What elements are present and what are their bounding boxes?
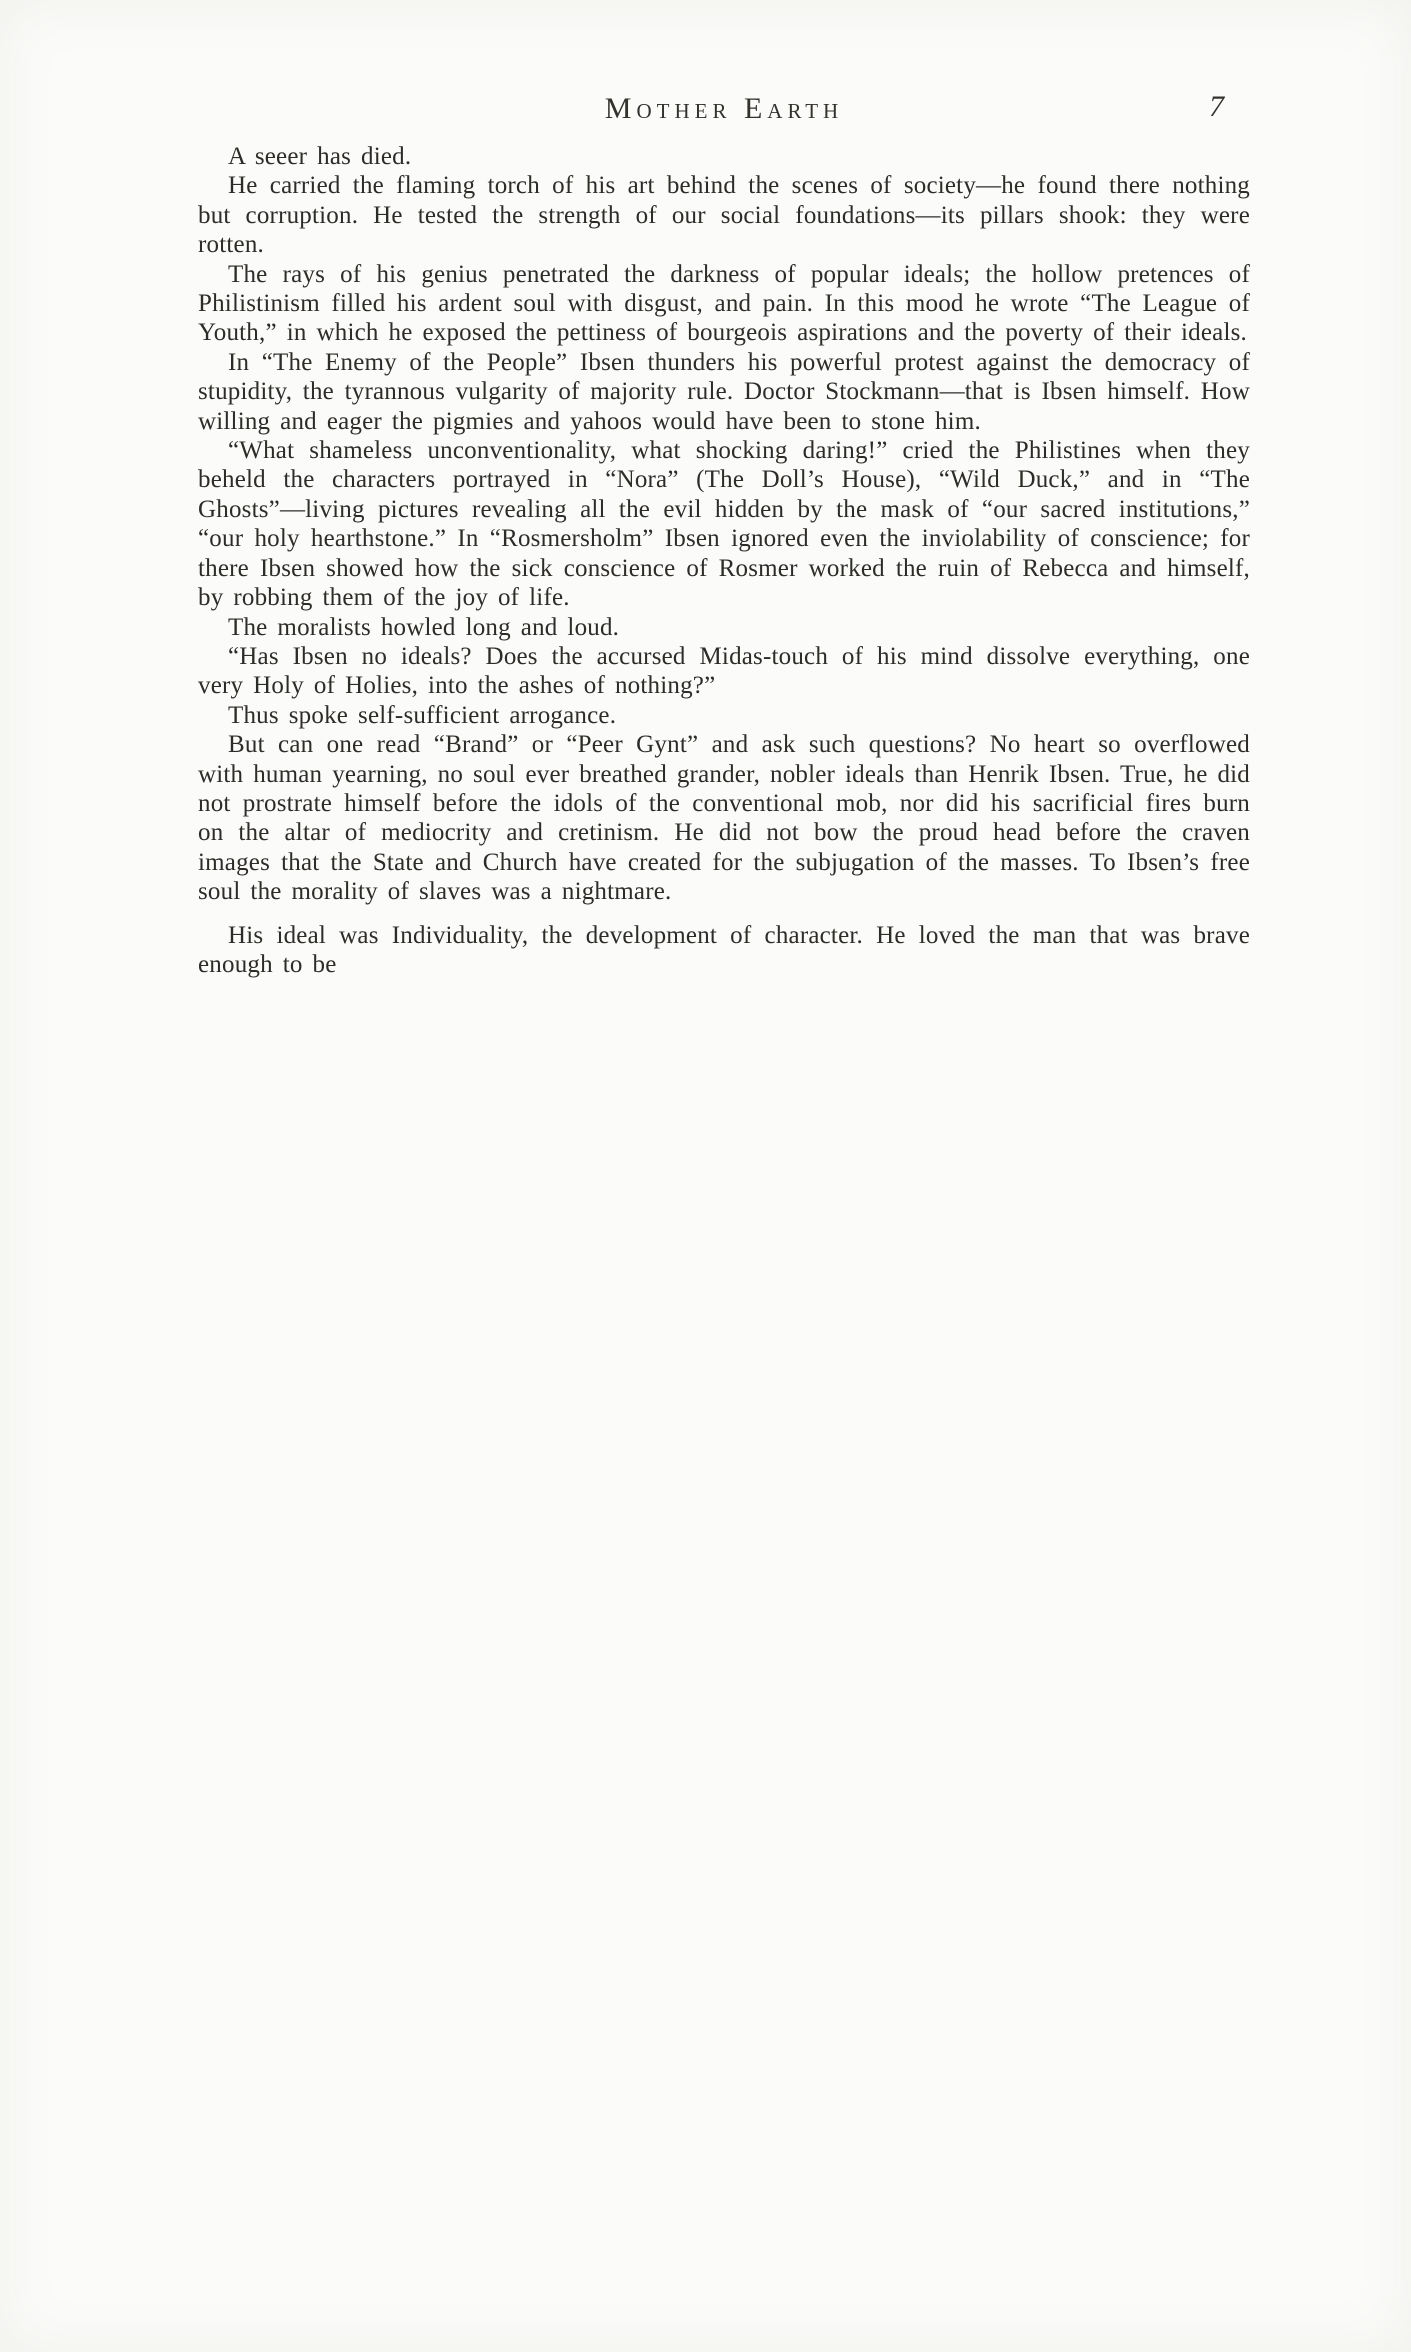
paragraph: He carried the flaming torch of his art behind the scenes of society—he found there nothing but corruption. He tested the strength of our social foundations—its pillars shook: they were rotten. [198,172,1250,259]
paragraph: “What shameless unconventionality, what shocking daring!” cried the Philistines when they beheld the characters portrayed in “Nora” (The Doll’s House), “Wild Duck,” and in “The Ghosts”—living pictures revealing all the evil hidden by the mask of “our sacred institutions,” “our holy hearthstone.” In “Rosmersholm” Ibsen ignored even the inviolability of conscience; for there Ibsen showed how the sick conscience of Rosmer worked the ruin of Rebecca and himself, by robbing them of the joy of life. [198,437,1250,612]
paragraph: But can one read “Brand” or “Peer Gynt” and ask such questions? No heart so overflowed with human yearning, no soul ever breathed grander, nobler ideals than Henrik Ibsen. True, he did not prostrate himself before the idols of the conventional mob, nor did his sacrificial fires burn on the altar of mediocrity and cretinism. He did not bow the proud head before the craven images that the State and Church have created for the subjugation of the masses. To Ibsen’s free soul the morality of slaves was a nightmare. [198,731,1250,906]
paragraph: Thus spoke self-sufficient arrogance. [228,701,617,729]
text-column [198,142,1250,979]
paragraph: His ideal was Individuality, the development of character. He loved the man that was brave enough to be [198,921,1250,978]
running-header [198,92,1250,132]
paragraph: A seeer has died. [228,143,412,170]
paragraph: The moralists howled long and loud. [228,613,620,641]
paragraph: “Has Ibsen no ideals? Does the accursed Midas-touch of his mind dissolve everything, one very Holy of Holies, into the ashes of nothing?” [198,642,1250,700]
paragraph: In “The Enemy of the People” Ibsen thunders his powerful protest against the democracy of stupidity, the tyrannous vulgarity of majority rule. Doctor Stockmann—that is Ibsen himself. How willing and eager the pigmies and yahoos would have been to stone him. [198,348,1250,435]
paragraph: The rays of his genius penetrated the darkness of popular ideals; the hollow pretences of Philistinism filled his ardent soul with disgust, and pain. In this mood he wrote “The League of Youth,” in which he exposed the pettiness of bourgeois aspirations and the poverty of their ideals. [198,260,1250,347]
page-number: 7 [1209,90,1224,123]
page-title: Mother Earth [604,92,844,125]
